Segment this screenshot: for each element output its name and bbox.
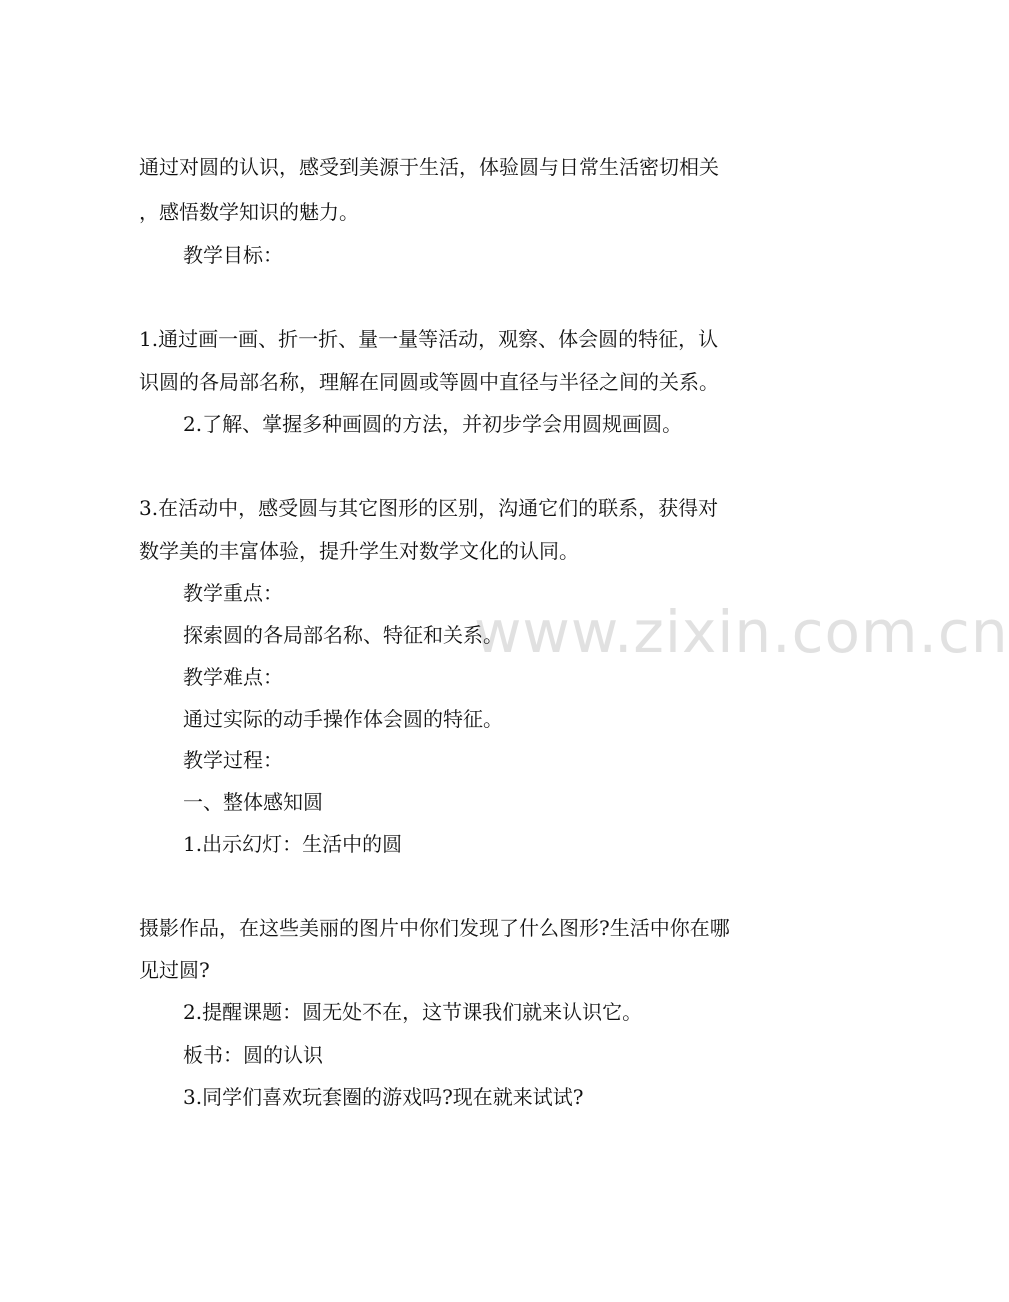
section-heading: 教学重点： <box>183 581 283 605</box>
paragraph-line: 通过实际的动手操作体会圆的特征。 <box>183 707 503 731</box>
section-heading: 教学目标： <box>183 243 283 267</box>
section-heading: 教学难点： <box>183 665 283 689</box>
paragraph-line: 2.提醒课题：圆无处不在，这节课我们就来认识它。 <box>183 1000 643 1024</box>
paragraph-line: 板书：圆的认识 <box>183 1043 323 1067</box>
paragraph-line: 2.了解、掌握多种画圆的方法，并初步学会用圆规画圆。 <box>183 412 683 436</box>
paragraph-line: 1.出示幻灯：生活中的圆 <box>183 832 403 856</box>
section-title: 一、整体感知圆 <box>183 790 323 814</box>
paragraph-line: 3.在活动中，感受圆与其它图形的区别，沟通它们的联系，获得对 <box>139 496 719 520</box>
watermark: www.zixin.com.cn <box>474 598 1009 666</box>
paragraph-line: 3.同学们喜欢玩套圈的游戏吗?现在就来试试? <box>183 1085 584 1109</box>
section-heading: 教学过程： <box>183 748 283 772</box>
paragraph-line: 探索圆的各局部名称、特征和关系。 <box>183 623 503 647</box>
paragraph-line: 1.通过画一画、折一折、量一量等活动，观察、体会圆的特征，认 <box>139 327 719 351</box>
paragraph-line: 见过圆? <box>139 958 210 982</box>
paragraph-line: 数学美的丰富体验，提升学生对数学文化的认同。 <box>139 539 579 563</box>
paragraph-line: 摄影作品，在这些美丽的图片中你们发现了什么图形?生活中你在哪 <box>139 916 730 940</box>
paragraph-line: 通过对圆的认识，感受到美源于生活，体验圆与日常生活密切相关 <box>139 155 719 179</box>
paragraph-line: 识圆的各局部名称，理解在同圆或等圆中直径与半径之间的关系。 <box>139 370 719 394</box>
paragraph-line: ，感悟数学知识的魅力。 <box>139 200 359 224</box>
